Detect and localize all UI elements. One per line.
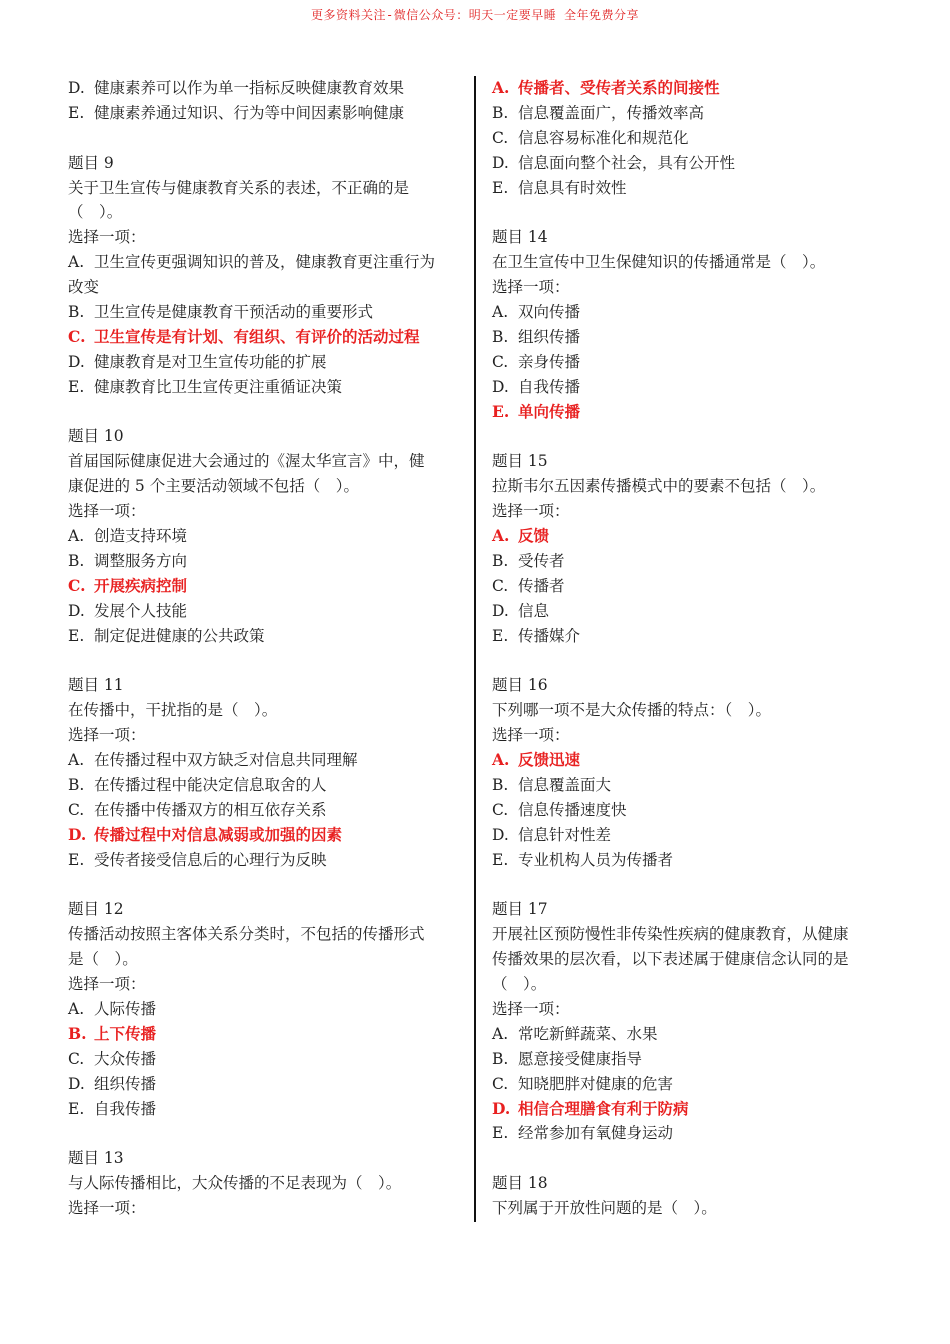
answer-option <box>68 1072 466 1097</box>
option-letter: D. <box>492 825 509 844</box>
option-text: 信息面向整个社会，具有公开性 <box>518 153 736 172</box>
question-title: 题目 9 <box>68 153 114 172</box>
answer-option <box>492 1072 890 1097</box>
question-block <box>68 1146 466 1221</box>
question-stem: 在传播中，干扰指的是（ ）。 <box>68 701 278 720</box>
question-stem: 在卫生宣传中卫生保健知识的传播通常是（ ）。 <box>492 253 826 272</box>
spacer <box>492 200 890 225</box>
option-text: 专业机构人员为传播者 <box>518 850 674 869</box>
answer-option <box>68 76 466 101</box>
select-prompt: 选择一项： <box>492 726 570 745</box>
option-text: 卫生宣传更强调知识的普及，健康教育更注重行为 <box>94 253 436 272</box>
select-prompt: 选择一项： <box>492 999 570 1018</box>
answer-option <box>68 350 466 375</box>
option-text: 反馈迅速 <box>518 750 581 770</box>
option-letter: B. <box>68 1023 87 1043</box>
right-column <box>492 76 890 1221</box>
spacer <box>68 400 466 425</box>
option-letter: C. <box>492 128 509 147</box>
option-letter: A. <box>68 751 85 770</box>
select-prompt: 选择一项： <box>68 975 146 994</box>
option-text: 常吃新鲜蔬菜、水果 <box>518 1024 658 1043</box>
question-title: 题目 15 <box>492 452 548 471</box>
option-text: 在传播中传播双方的相互依存关系 <box>94 800 327 819</box>
option-letter: B. <box>492 775 509 794</box>
option-letter: D. <box>68 824 87 844</box>
spacer <box>492 873 890 898</box>
question-stem: 传播活动按照主客体关系分类时，不包括的传播形式 <box>68 925 425 944</box>
option-text: 受传者接受信息后的心理行为反映 <box>94 850 327 869</box>
spacer <box>492 648 890 673</box>
option-text: 健康教育是对卫生宣传功能的扩展 <box>94 352 327 371</box>
option-letter: A. <box>68 999 85 1018</box>
answer-option <box>492 176 890 201</box>
option-text: 信息传播速度快 <box>518 800 627 819</box>
question-stem: 关于卫生宣传与健康教育关系的表述，不正确的是 <box>68 178 410 197</box>
spacer <box>492 424 890 449</box>
option-letter: B. <box>492 103 509 122</box>
option-text: 创造支持环境 <box>94 527 188 546</box>
answer-option <box>68 300 466 325</box>
option-text: 反馈 <box>518 526 550 546</box>
answer-option <box>492 624 890 649</box>
question-stem: 拉斯韦尔五因素传播模式中的要素不包括（ ）。 <box>492 477 826 496</box>
option-text: 传播过程中对信息减弱或加强的因素 <box>94 824 343 844</box>
select-prompt: 选择一项： <box>492 278 570 297</box>
option-letter: E. <box>492 1124 509 1143</box>
answer-option <box>492 549 890 574</box>
option-text: 传播者、受传者关系的间接性 <box>518 78 720 97</box>
option-text: 卫生宣传是健康教育干预活动的重要形式 <box>94 303 374 322</box>
option-text: 健康素养通过知识、行为等中间因素影响健康 <box>94 103 405 122</box>
answer-option <box>492 798 890 823</box>
option-letter: B. <box>492 551 509 570</box>
option-letter: A. <box>68 527 85 546</box>
option-text: 大众传播 <box>94 1049 157 1068</box>
option-text: 信息覆盖面广，传播效率高 <box>518 103 705 122</box>
option-text: 相信合理膳食有利于防病 <box>518 1098 689 1118</box>
answer-option-correct <box>68 823 466 848</box>
answer-option <box>68 250 466 275</box>
question-block <box>492 225 890 424</box>
option-letter: A. <box>492 526 510 546</box>
option-text: 上下传播 <box>94 1023 157 1043</box>
question-stem: 下列哪一项不是大众传播的特点：（ ）。 <box>492 701 772 720</box>
option-text: 在传播过程中能决定信息取舍的人 <box>94 775 327 794</box>
option-text: 信息针对性差 <box>518 825 612 844</box>
answer-option-correct <box>68 1022 466 1047</box>
question-title: 题目 16 <box>492 676 548 695</box>
answer-option <box>68 798 466 823</box>
option-letter: A. <box>492 78 510 97</box>
question-title: 题目 13 <box>68 1149 124 1168</box>
answer-option <box>68 599 466 624</box>
answer-option <box>492 375 890 400</box>
option-letter: E. <box>68 626 85 645</box>
answer-option-correct <box>492 76 890 101</box>
answer-option <box>492 151 890 176</box>
question-title: 题目 10 <box>68 427 124 446</box>
left-column <box>68 76 466 1221</box>
question-stem: 传播效果的层次看，以下表述属于健康信念认同的是 <box>492 950 849 969</box>
answer-option <box>68 773 466 798</box>
question-title: 题目 12 <box>68 900 124 919</box>
option-letter: D. <box>68 352 85 371</box>
option-letter: B. <box>68 551 85 570</box>
option-letter: E. <box>68 377 85 396</box>
option-letter: E. <box>492 850 509 869</box>
answer-option <box>492 325 890 350</box>
option-letter: D. <box>492 153 509 172</box>
option-text: 亲身传播 <box>518 352 581 371</box>
answer-option <box>68 524 466 549</box>
question-block <box>68 151 466 400</box>
answer-option <box>492 101 890 126</box>
answer-option <box>68 101 466 126</box>
option-text: 传播者 <box>518 576 565 595</box>
page-header-note: 更多资料关注-微信公众号：明天一定要早睡 全年免费分享 <box>311 8 639 22</box>
option-text: 受传者 <box>518 551 565 570</box>
answer-option-correct <box>492 748 890 773</box>
option-text: 组织传播 <box>518 327 581 346</box>
option-letter: A. <box>492 1024 509 1043</box>
question-title: 题目 14 <box>492 228 548 247</box>
answer-option <box>492 350 890 375</box>
answer-option <box>492 823 890 848</box>
question-stem: 康促进的 5 个主要活动领域不包括（ ）。 <box>68 477 359 496</box>
spacer <box>68 873 466 898</box>
question-stem: 与人际传播相比，大众传播的不足表现为（ ）。 <box>68 1174 402 1193</box>
question-title: 题目 18 <box>492 1174 548 1193</box>
option-letter: A. <box>492 303 509 322</box>
option-text: 自我传播 <box>94 1099 157 1118</box>
option-text: 人际传播 <box>94 999 157 1018</box>
option-text: 开展疾病控制 <box>94 575 188 595</box>
option-letter: C. <box>68 326 86 346</box>
question-block <box>68 897 466 1121</box>
option-text: 在传播过程中双方缺乏对信息共同理解 <box>94 751 358 770</box>
spacer <box>68 648 466 673</box>
question-stem: 下列属于开放性问题的是（ ）。 <box>492 1199 717 1218</box>
option-letter: A. <box>492 750 510 770</box>
select-prompt: 选择一项： <box>492 502 570 521</box>
answer-option <box>68 375 466 400</box>
question-block <box>492 673 890 872</box>
option-letter: E. <box>68 103 85 122</box>
option-text: 发展个人技能 <box>94 601 188 620</box>
answer-option <box>68 549 466 574</box>
option-text: 自我传播 <box>518 377 581 396</box>
option-letter: E. <box>68 850 85 869</box>
option-letter: E. <box>492 626 509 645</box>
option-letter: C. <box>492 1074 509 1093</box>
option-letter: D. <box>492 601 509 620</box>
answer-option <box>68 848 466 873</box>
option-letter: C. <box>68 575 86 595</box>
option-letter: D. <box>492 377 509 396</box>
answer-option <box>492 773 890 798</box>
option-letter: D. <box>492 1098 511 1118</box>
option-letter: C. <box>492 576 509 595</box>
option-text: 制定促进健康的公共政策 <box>94 626 265 645</box>
answer-option <box>492 300 890 325</box>
answer-option-correct <box>492 524 890 549</box>
question-title: 题目 11 <box>68 676 124 695</box>
question-stem: （ ）。 <box>492 975 547 994</box>
option-letter: B. <box>492 327 509 346</box>
option-letter: D. <box>68 79 85 97</box>
question-stem: 开展社区预防慢性非传染性疾病的健康教育，从健康 <box>492 925 849 944</box>
spacer <box>68 126 466 151</box>
select-prompt: 选择一项： <box>68 726 146 745</box>
answer-option-correct <box>68 574 466 599</box>
option-text: 信息具有时效性 <box>518 178 627 197</box>
answer-option <box>68 624 466 649</box>
option-text: 经常参加有氧健身运动 <box>518 1124 674 1143</box>
answer-option <box>492 574 890 599</box>
question-stem: 首届国际健康促进大会通过的《渥太华宣言》中，健 <box>68 452 425 471</box>
option-letter: D. <box>68 1074 85 1093</box>
question-block <box>68 673 466 872</box>
select-prompt: 选择一项： <box>68 502 146 521</box>
option-text-continued: 改变 <box>68 278 100 297</box>
option-text: 组织传播 <box>94 1074 157 1093</box>
option-letter: C. <box>68 800 85 819</box>
spacer <box>68 1121 466 1146</box>
option-letter: D. <box>68 601 85 620</box>
answer-option-correct <box>68 325 466 350</box>
option-text: 单向传播 <box>518 401 581 421</box>
question-stem: （ ）。 <box>68 203 123 222</box>
question-stem: 是（ ）。 <box>68 950 138 969</box>
option-letter: E. <box>492 178 509 197</box>
option-text: 卫生宣传是有计划、有组织、有评价的活动过程 <box>94 326 420 346</box>
select-prompt: 选择一项： <box>68 228 146 247</box>
question-block <box>492 1171 890 1221</box>
option-letter: A. <box>68 253 85 272</box>
question-block <box>68 424 466 648</box>
answer-option <box>68 275 466 300</box>
answer-option <box>492 126 890 151</box>
option-letter: B. <box>492 1049 509 1068</box>
answer-option-correct <box>492 1097 890 1122</box>
option-text: 传播媒介 <box>518 626 581 645</box>
answer-option <box>68 748 466 773</box>
question-title: 题目 17 <box>492 900 548 919</box>
answer-option <box>68 1047 466 1072</box>
option-letter: C. <box>68 1049 85 1068</box>
question-block <box>492 449 890 648</box>
answer-option <box>68 1097 466 1122</box>
answer-option <box>492 1022 890 1047</box>
option-text: 信息覆盖面大 <box>518 775 612 794</box>
option-text: 知晓肥胖对健康的危害 <box>518 1074 674 1093</box>
option-letter: B. <box>68 775 85 794</box>
question-block <box>492 897 890 1146</box>
option-text: 信息容易标准化和规范化 <box>518 128 689 147</box>
option-text: 双向传播 <box>518 303 581 322</box>
answer-option <box>492 599 890 624</box>
answer-option-correct <box>492 400 890 425</box>
answer-option <box>492 848 890 873</box>
spacer <box>492 1146 890 1171</box>
column-divider <box>474 76 476 1222</box>
option-letter: E. <box>68 1099 85 1118</box>
select-prompt: 选择一项： <box>68 1199 146 1218</box>
option-letter: B. <box>68 303 85 322</box>
option-letter: E. <box>492 401 510 421</box>
option-letter: C. <box>492 800 509 819</box>
option-text: 愿意接受健康指导 <box>518 1049 643 1068</box>
option-text: 健康教育比卫生宣传更注重循证决策 <box>94 377 343 396</box>
option-text: 信息 <box>518 601 550 620</box>
option-text: 调整服务方向 <box>94 551 188 570</box>
option-letter: C. <box>492 352 509 371</box>
option-text: 健康素养可以作为单一指标反映健康教育效果 <box>94 79 405 97</box>
answer-option <box>492 1121 890 1146</box>
answer-option <box>492 1047 890 1072</box>
answer-option <box>68 997 466 1022</box>
